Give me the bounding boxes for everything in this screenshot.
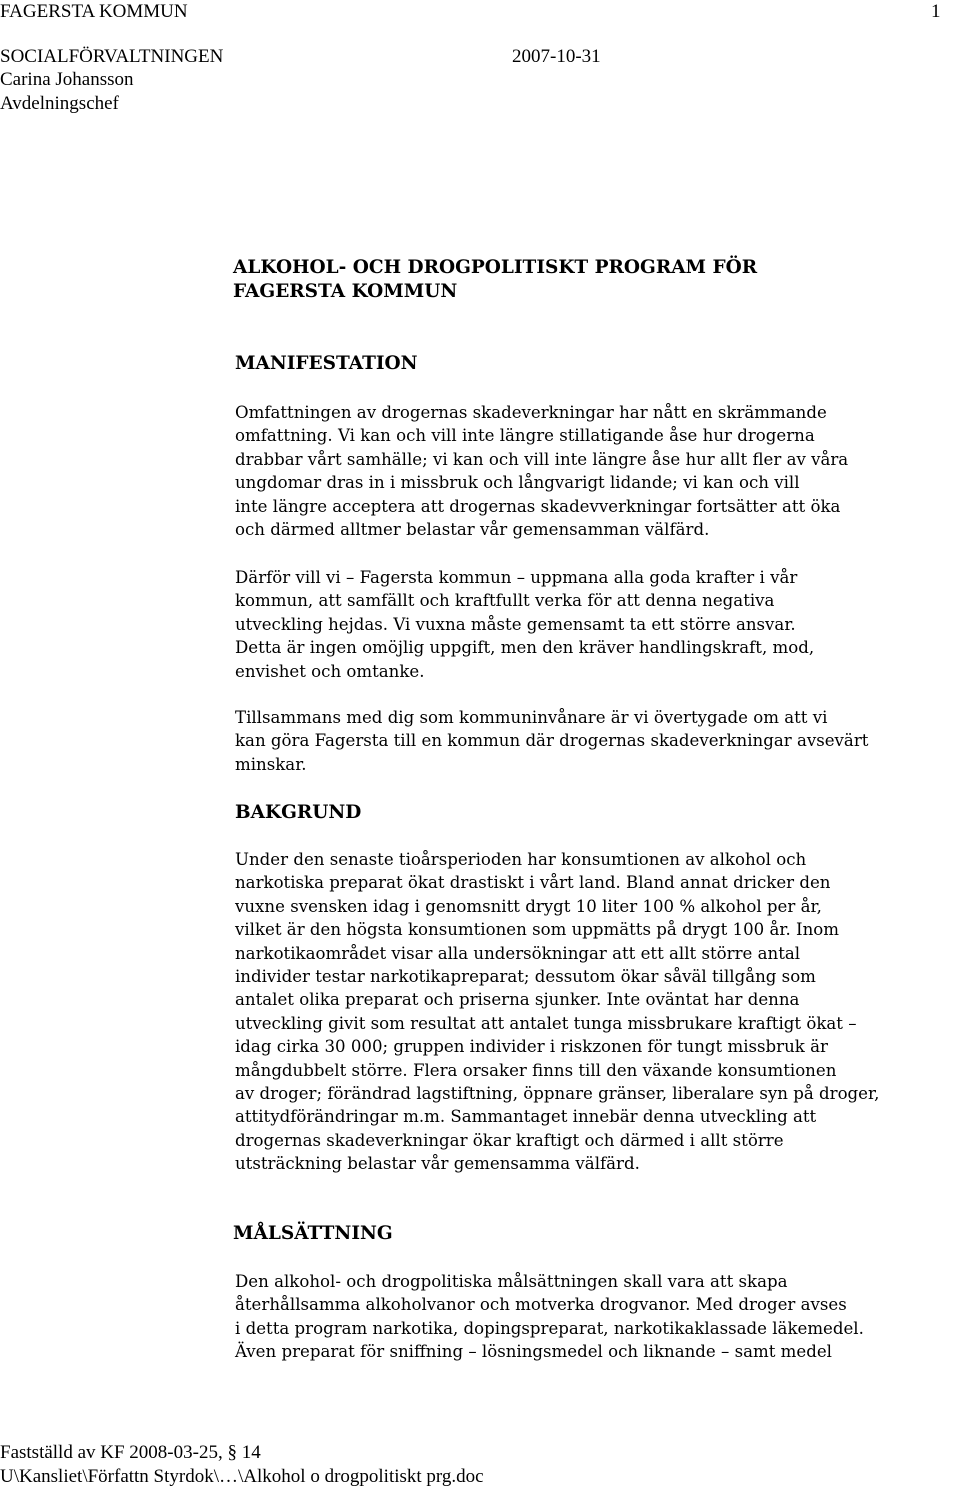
text-line: drogernas skadeverkningar ökar kraftigt och därmed i allt större (235, 1130, 784, 1150)
text-line: Den alkohol- och drogpolitiska målsättningen skall vara att skapa (235, 1272, 788, 1291)
text-line: minskar. (235, 754, 307, 774)
manifestation-paragraph-1 (235, 401, 848, 541)
footer-file-path: U\Kansliet\Författn Styrdok\…\Alkohol o drogpolitiskt prg.doc (0, 1466, 484, 1487)
text-line: Omfattningen av drogernas skadeverkningar har nått en skrämmande (235, 403, 827, 422)
text-line: ungdomar dras in i missbruk och långvarigt lidande; vi kan och vill (235, 473, 800, 493)
document-title (233, 256, 757, 304)
text-line: vuxne svensken idag i genomsnitt drygt 10 liter 100 % alkohol per år, (235, 896, 822, 916)
header-org: FAGERSTA KOMMUN (0, 1, 188, 22)
document-title-line-2: FAGERSTA KOMMUN (233, 281, 458, 302)
text-line: och därmed alltmer belastar vår gemensamman välfärd. (235, 520, 710, 540)
malsattning-paragraph-1 (235, 1270, 864, 1364)
bakgrund-heading: BAKGRUND (235, 802, 362, 823)
text-line: kan göra Fagersta till en kommun där drogernas skadeverkningar avsevärt (235, 731, 869, 751)
text-line: inte längre acceptera att drogernas skadevverkningar fortsätter att öka (235, 496, 841, 516)
malsattning-heading: MÅLSÄTTNING (233, 1223, 393, 1244)
text-line: återhållsamma alkoholvanor och motverka drogvanor. Med droger avses (235, 1295, 847, 1315)
manifestation-heading: MANIFESTATION (235, 353, 418, 374)
header-role: Avdelningschef (0, 93, 119, 114)
text-line: Även preparat för sniffning – lösningsmedel och liknande – samt medel (235, 1342, 832, 1362)
text-line: Detta är ingen omöjlig uppgift, men den kräver handlingskraft, mod, (235, 638, 815, 658)
manifestation-paragraph-3 (235, 706, 868, 776)
text-line: Under den senaste tioårsperioden har konsumtionen av alkohol och (235, 850, 807, 869)
manifestation-paragraph-2 (235, 566, 814, 683)
text-line: idag cirka 30 000; gruppen individer i riskzonen för tungt missbruk är (235, 1037, 828, 1057)
text-line: Därför vill vi – Fagersta kommun – uppmana alla goda krafter i vår (235, 568, 798, 587)
text-line: attitydförändringar m.m. Sammantaget innebär denna utveckling att (235, 1107, 817, 1127)
header-author: Carina Johansson (0, 69, 134, 90)
text-line: av droger; förändrad lagstiftning, öppnare gränser, liberalare syn på droger, (235, 1084, 880, 1104)
footer-adopted: Fastställd av KF 2008-03-25, § 14 (0, 1442, 261, 1463)
text-line: envishet och omtanke. (235, 661, 425, 681)
text-line: Tillsammans med dig som kommuninvånare är vi övertygade om att vi (235, 708, 828, 727)
text-line: vilket är den högsta konsumtionen som uppmätts på drygt 100 år. Inom (235, 920, 840, 940)
text-line: i detta program narkotika, dopingspreparat, narkotikaklassade läkemedel. (235, 1318, 864, 1338)
text-line: drabbar vårt samhälle; vi kan och vill inte längre åse hur allt fler av våra (235, 449, 849, 469)
text-line: narkotiska preparat ökat drastiskt i vårt land. Bland annat dricker den (235, 873, 831, 893)
bakgrund-paragraph-1 (235, 848, 879, 1176)
text-line: individer testar narkotikapreparat; dessutom ökar såväl tillgång som (235, 967, 816, 987)
text-line: utveckling givit som resultat att antalet tunga missbrukare kraftigt ökat – (235, 1013, 857, 1033)
text-line: narkotikaområdet visar alla undersökningar att ett allt större antal (235, 943, 801, 963)
header-date: 2007-10-31 (512, 46, 601, 67)
document-title-line-1: ALKOHOL- OCH DROGPOLITISKT PROGRAM FÖR (233, 257, 758, 278)
text-line: omfattning. Vi kan och vill inte längre stillatigande åse hur drogerna (235, 426, 815, 446)
text-line: utveckling hejdas. Vi vuxna måste gemensamt ta ett större ansvar. (235, 614, 796, 634)
text-line: antalet olika preparat och priserna sjunker. Inte oväntat har denna (235, 990, 800, 1010)
text-line: utsträckning belastar vår gemensamma välfärd. (235, 1154, 640, 1174)
text-line: mångdubbelt större. Flera orsaker finns till den växande konsumtionen (235, 1060, 837, 1080)
text-line: kommun, att samfällt och kraftfullt verka för att denna negativa (235, 591, 775, 611)
page-number: 1 (931, 1, 941, 22)
header-department: SOCIALFÖRVALTNINGEN (0, 46, 224, 67)
